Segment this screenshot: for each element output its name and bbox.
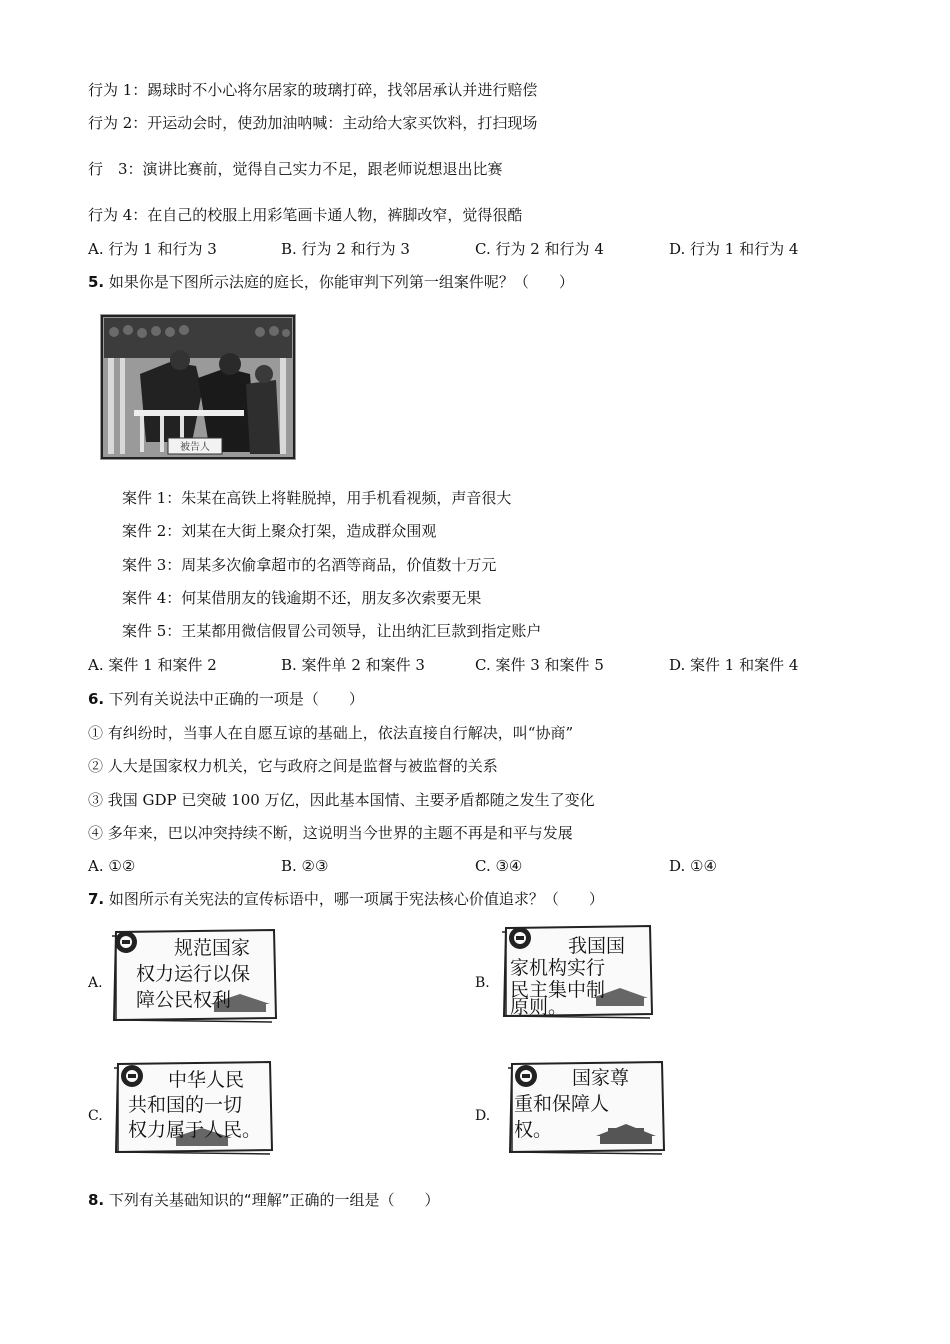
q6-stem: 下列有关说法中正确的一项是（ ） [108,690,364,708]
q7-slogan-card-c [110,1056,276,1156]
q5-number: 5. [88,273,105,291]
q7-card-b-line-1: 我国国 [568,935,626,957]
q5-case-5: 案件 5：王某都用微信假冒公司领导，让出纳汇巨款到指定账户 [122,622,542,640]
q5-case-3: 案件 3：周某多次偷拿超市的名酒等商品，价值数十万元 [122,556,497,574]
q8-number: 8. [88,1191,105,1209]
q5-case-1: 案件 1：朱某在高铁上将鞋脱掉，用手机看视频，声音很大 [122,489,512,507]
q5-option-d: D. 案件 1 和案件 4 [669,656,799,674]
q7-card-b-line-2: 家机构实行 [510,957,606,979]
q6-number: 6. [88,690,105,708]
q5-stem-line [88,272,574,292]
q7-card-c-line-3: 权力属于人民。 [128,1119,262,1141]
q7-card-d-line-1: 国家尊 [572,1067,630,1089]
q6-option-b: B. ②③ [281,857,329,875]
q7-card-a-label: A. [88,975,103,991]
q7-card-d-label: D. [475,1108,491,1124]
q8-stem: 下列有关基础知识的“理解”正确的一组是（ ） [108,1191,440,1209]
q6-item-2: ② 人大是国家权力机关，它与政府之间是监督与被监督的关系 [88,757,498,775]
national-emblem-icon [509,927,531,949]
q7-stem-line [88,889,604,909]
q5-option-c: C. 案件 3 和案件 5 [475,656,604,674]
q6-item-3: ③ 我国 GDP 已突破 100 万亿，因此基本国情、主要矛盾都随之发生了变化 [88,791,595,809]
q5-option-a: A. 案件 1 和案件 2 [88,656,217,674]
q4-line-3: 行 3：演讲比赛前，觉得自己实力不足，跟老师说想退出比赛 [88,160,503,178]
q6-stem-line [88,689,364,709]
q5-case-4: 案件 4：何某借朋友的钱逾期不还，朋友多次索要无果 [122,589,482,607]
q7-slogan-card-a [110,926,278,1024]
q7-card-a-line-3: 障公民权利 [136,989,232,1011]
q5-stem: 如果你是下图所示法庭的庭长，你能审判下列第一组案件呢？（ ） [108,273,574,291]
q7-slogan-card-b [500,922,656,1020]
national-emblem-icon [515,1065,537,1087]
q7-card-a-line-1: 规范国家 [174,937,251,959]
q6-option-c: C. ③④ [475,857,523,875]
q6-item-4: ④ 多年来，巴以冲突持续不断，这说明当今世界的主题不再是和平与发展 [88,824,573,842]
q4-line-1: 行为 1：踢球时不小心将尔居家的玻璃打碎，找邻居承认并进行赔偿 [88,81,538,99]
q7-card-d-line-2: 重和保障人 [514,1093,610,1115]
courtroom-photo [100,314,296,460]
q7-card-d-line-3: 权。 [514,1119,553,1141]
q7-stem: 如图所示有关宪法的宣传标语中，哪一项属于宪法核心价值追求？（ ） [108,890,604,908]
defendant-sign-text: 被告人 [180,442,210,453]
q5-option-b: B. 案件单 2 和案件 3 [281,656,425,674]
q6-option-a: A. ①② [88,857,136,875]
q8-stem-line [88,1190,439,1210]
q4-option-a: A. 行为 1 和行为 3 [88,240,217,258]
q4-option-b: B. 行为 2 和行为 3 [281,240,410,258]
national-emblem-icon [121,1065,143,1087]
q7-card-b-line-3: 民主集中制 [510,979,606,1001]
q7-card-c-label: C. [88,1108,103,1124]
q7-slogan-card-d [504,1056,668,1156]
q5-case-2: 案件 2：刘某在大街上聚众打架，造成群众围观 [122,522,437,540]
q4-line-4: 行为 4：在自己的校服上用彩笔画卡通人物，裤脚改窄，觉得很酷 [88,206,523,224]
q4-option-c: C. 行为 2 和行为 4 [475,240,604,258]
q6-item-1: ① 有纠纷时，当事人在自愿互谅的基础上，依法直接自行解决，叫“协商” [88,724,574,742]
q7-number: 7. [88,890,105,908]
q7-card-c-line-2: 共和国的一切 [128,1094,243,1116]
q7-card-c-line-1: 中华人民 [168,1069,245,1091]
q7-card-a-line-2: 权力运行以保 [136,963,251,985]
q7-card-b-line-4: 原则。 [510,996,568,1018]
q4-option-d: D. 行为 1 和行为 4 [669,240,799,258]
q7-card-b-label: B. [475,975,490,991]
q6-option-d: D. ①④ [669,857,717,875]
national-emblem-icon [115,931,137,953]
q4-line-2: 行为 2：开运动会时，使劲加油呐喊：主动给大家买饮料，打扫现场 [88,114,538,132]
